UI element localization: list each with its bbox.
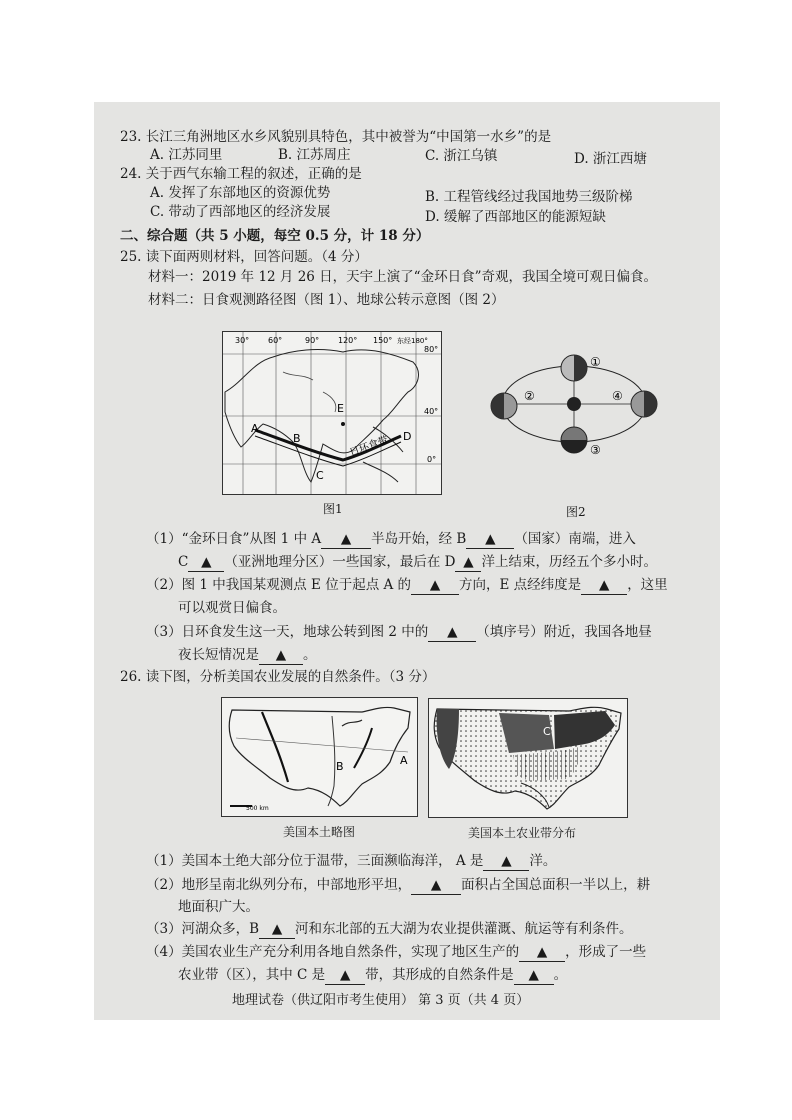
q25-stem: 25. 读下面两则材料，回答问题。（4 分） — [120, 249, 368, 265]
answer-blank[interactable]: ▲ — [519, 943, 565, 962]
us-outline-map — [221, 697, 418, 817]
q24-option-c: C. 带动了西部地区的经济发展 — [150, 204, 331, 220]
q26-p1-text-a: （1）美国本土绝大部分位于温带，三面濒临海洋， A 是 — [146, 853, 484, 869]
q25-part-3-line-1 — [146, 623, 652, 642]
q25-p3-text-d: 。 — [303, 647, 317, 663]
earth-revolution-svg — [486, 348, 666, 460]
position-3-label: ③ — [590, 443, 601, 457]
q26-part-3 — [146, 920, 633, 939]
answer-blank[interactable]: ▲ — [483, 852, 529, 871]
q23-option-c: C. 浙江乌镇 — [425, 148, 498, 164]
q26-stem: 26. 读下图，分析美国农业发展的自然条件。（3 分） — [120, 669, 436, 685]
q25-p1-text-b: 半岛开始，经 B — [371, 531, 467, 547]
answer-blank[interactable]: ▲ — [188, 553, 224, 572]
q23-stem: 23. 长江三角洲地区水乡风貌别具特色，其中被誉为“中国第一水乡”的是 — [120, 129, 552, 145]
lat-label-40: 40° — [424, 407, 439, 416]
us-agriculture-belt-svg — [429, 699, 627, 817]
lat-label-0: 0° — [427, 455, 437, 464]
map-label-e: E — [337, 402, 344, 415]
q25-p1-text-a: （1）“金环日食”从图 1 中 A — [146, 531, 322, 547]
answer-blank[interactable]: ▲ — [259, 920, 295, 939]
q25-part-1-line-2 — [178, 553, 657, 572]
map-label-c: C — [316, 469, 324, 482]
q26-p3-text-b: 河和东北部的五大湖为农业提供灌溉、航运等有利条件。 — [295, 921, 633, 937]
q25-p1-text-f: 洋上结束，历经五个多小时。 — [481, 554, 657, 570]
us-map-label-a: A — [400, 754, 408, 767]
position-2-label: ② — [524, 389, 535, 403]
q25-material-1: 材料一：2019 年 12 月 26 日，天宇上演了“金环日食”奇观，我国全境可观日偏食。 — [148, 269, 657, 285]
answer-blank[interactable]: ▲ — [321, 530, 371, 549]
q25-p2-text-c: ，这里 — [627, 577, 668, 593]
q23-option-d: D. 浙江西塘 — [574, 151, 647, 167]
earth-revolution-diagram — [486, 348, 666, 460]
figure-1-caption: 图1 — [323, 502, 343, 516]
q23-option-a: A. 江苏同里 — [150, 147, 223, 163]
lon-label-30: 30° — [235, 336, 250, 345]
us-agriculture-belt-map — [428, 698, 628, 818]
answer-blank[interactable]: ▲ — [325, 966, 365, 985]
answer-blank[interactable]: ▲ — [581, 576, 627, 595]
map-label-d: D — [403, 430, 412, 443]
q25-p1-text-e: （亚洲地理分区）一些国家，最后在 D — [224, 554, 456, 570]
point-e-marker — [341, 422, 345, 426]
page-footer: 地理试卷（供辽阳市考生使用） 第 3 页（共 4 页） — [232, 993, 530, 1008]
q23-option-b: B. 江苏周庄 — [278, 147, 351, 163]
agri-map-label-c: C — [543, 725, 551, 738]
map-label-a: A — [251, 422, 259, 435]
scale-bar-label: 500 km — [246, 805, 269, 812]
q25-p1-text-d: C — [178, 554, 189, 570]
lon-label-60: 60° — [268, 336, 283, 345]
q26-p4-text-d: 带，其形成的自然条件是 — [365, 967, 514, 983]
q25-p2-text-a: （2）图 1 中我国某观测点 E 位于起点 A 的 — [146, 577, 412, 593]
q26-p1-text-b: 洋。 — [529, 853, 557, 869]
q25-part-2-line-1 — [146, 576, 668, 595]
figure-2-caption: 图2 — [566, 505, 586, 519]
answer-blank[interactable]: ▲ — [428, 623, 476, 642]
q25-part-1-line-1 — [146, 530, 636, 549]
answer-blank[interactable]: ▲ — [514, 966, 554, 985]
q25-material-2: 材料二：日食观测路径图（图 1）、地球公转示意图（图 2） — [148, 292, 505, 308]
eclipse-path-map — [222, 331, 442, 495]
us-map-caption: 美国本土略图 — [283, 825, 356, 839]
q25-p3-text-b: （填序号）附近，我国各地昼 — [476, 624, 652, 640]
q25-p3-text-c: 夜长短情况是 — [178, 647, 259, 663]
eclipse-band-label: 日环食带 — [348, 434, 390, 459]
q26-part-1 — [146, 852, 556, 871]
q26-p4-text-b: ，形成了一些 — [565, 944, 647, 960]
lon-label-90: 90° — [305, 336, 320, 345]
q25-part-3-line-2 — [178, 646, 317, 665]
lon-label-120: 120° — [338, 336, 358, 345]
q24-option-b: B. 工程管线经过我国地势三级阶梯 — [425, 189, 633, 205]
q25-p2-text-b: 方向，E 点经纬度是 — [459, 577, 582, 593]
position-1-label: ① — [590, 355, 601, 369]
eclipse-path-map-svg — [223, 332, 441, 494]
q25-p3-text-a: （3）日环食发生这一天，地球公转到图 2 中的 — [146, 624, 429, 640]
answer-blank[interactable]: ▲ — [466, 530, 514, 549]
q24-stem: 24. 关于西气东输工程的叙述，正确的是 — [120, 166, 362, 182]
answer-blank[interactable]: ▲ — [411, 576, 459, 595]
q26-p4-text-e: 。 — [553, 967, 568, 983]
lon-label-150: 150° — [373, 336, 393, 345]
sun-icon — [567, 397, 581, 411]
q25-part-2-line-2: 可以观赏日偏食。 — [178, 600, 286, 616]
q26-p4-text-c: 农业带（区），其中 C 是 — [178, 967, 326, 983]
lon-label-180: 东经180° — [397, 337, 428, 345]
q26-p3-text-a: （3）河湖众多，B — [146, 921, 260, 937]
agri-map-caption: 美国本土农业带分布 — [468, 826, 577, 840]
us-outline-map-svg — [222, 698, 417, 816]
q26-part-4-line-2 — [178, 966, 567, 985]
q26-p2-text-b: 面积占全国总面积一半以上，耕 — [461, 877, 651, 893]
q26-part-2-line-1 — [146, 876, 650, 895]
q26-p4-text-a: （4）美国农业生产充分利用各地自然条件，实现了地区生产的 — [146, 944, 520, 960]
section-heading: 二、综合题（共 5 小题，每空 0.5 分，计 18 分） — [120, 228, 430, 244]
answer-blank[interactable]: ▲ — [259, 646, 303, 665]
answer-blank[interactable]: ▲ — [455, 553, 481, 572]
q24-option-d: D. 缓解了西部地区的能源短缺 — [425, 209, 606, 225]
us-map-label-b: B — [336, 760, 344, 773]
map-label-b: B — [293, 432, 301, 445]
q25-p1-text-c: （国家）南端，进入 — [514, 531, 636, 547]
q26-p2-text-a: （2）地形呈南北纵列分布，中部地形平坦， — [146, 877, 412, 893]
q26-part-4-line-1 — [146, 943, 646, 962]
q24-option-a: A. 发挥了东部地区的资源优势 — [150, 185, 331, 201]
position-4-label: ④ — [612, 389, 623, 403]
q26-part-2-line-2: 地面积广大。 — [178, 899, 259, 915]
answer-blank[interactable]: ▲ — [411, 876, 461, 895]
lat-label-80: 80° — [424, 345, 439, 354]
